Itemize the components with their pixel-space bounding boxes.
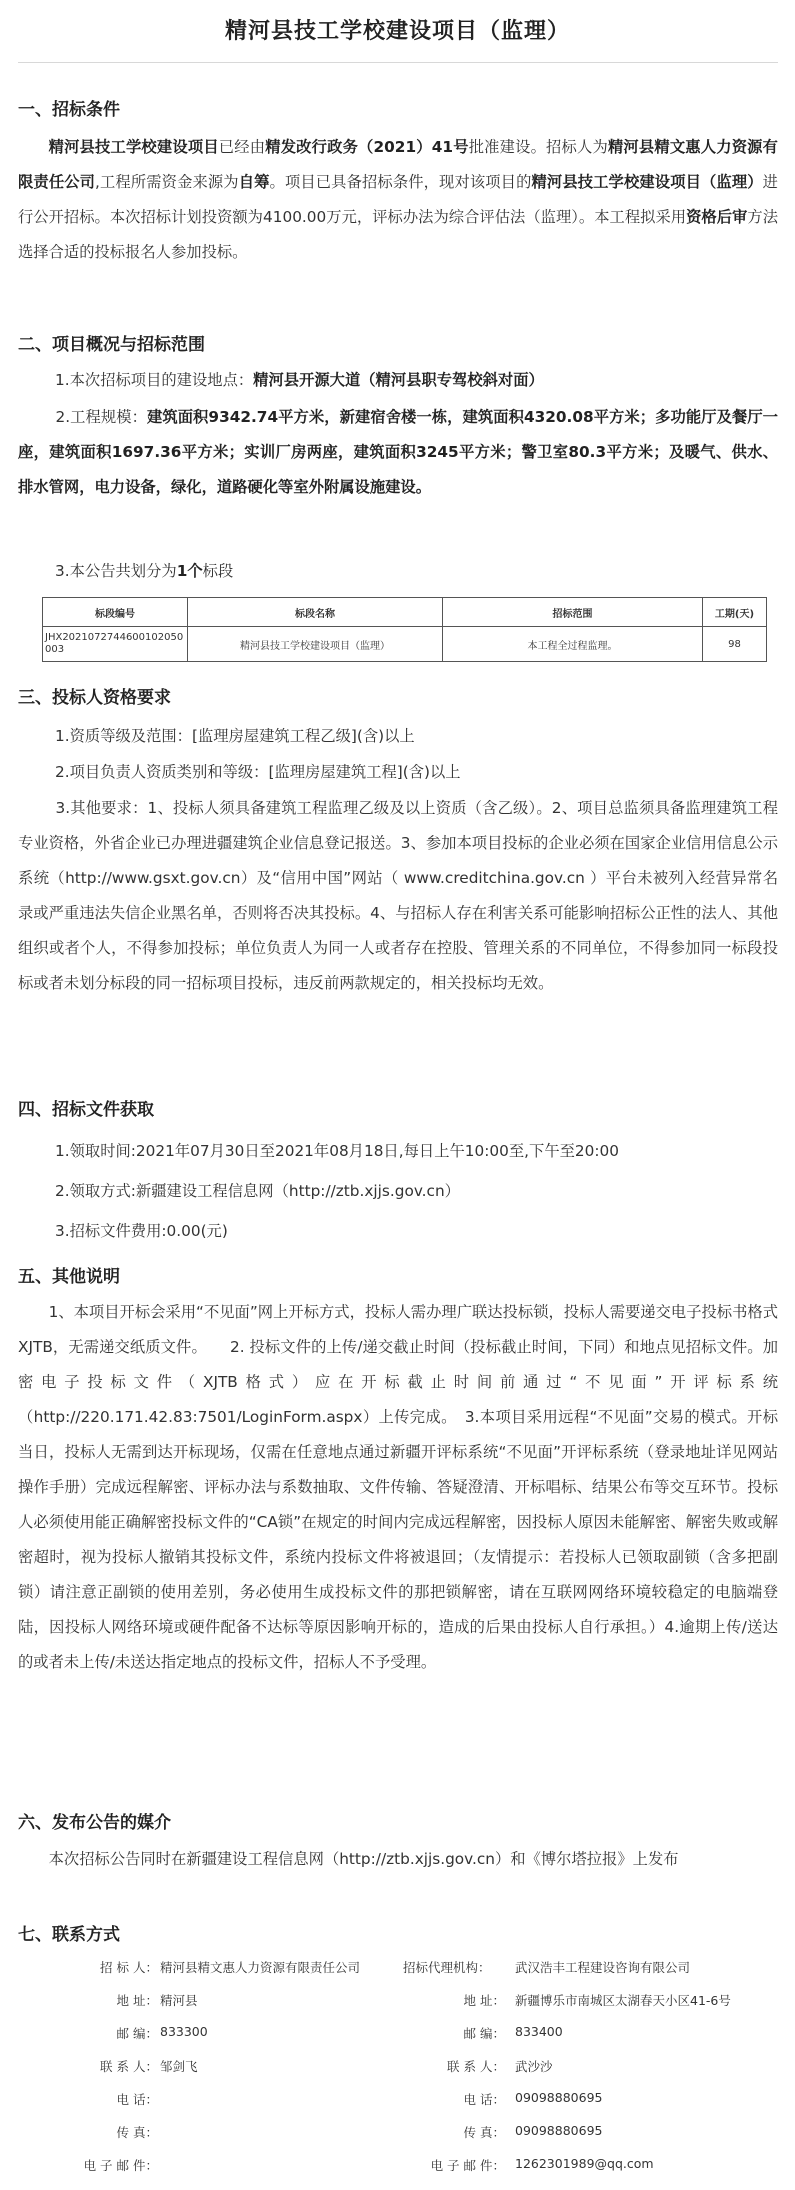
column-header: 标段编号 <box>43 598 188 627</box>
table-cell: 98 <box>703 627 767 662</box>
contact-label: 联 系 人： <box>100 2059 158 2074</box>
qualification-level: 1.资质等级及范围：[监理房屋建筑工程乙级](含)以上 <box>55 727 415 745</box>
construction-location: 1.本次招标项目的建设地点：精河县开源大道（精河县职专驾校斜对面） <box>55 371 544 389</box>
column-header: 招标范围 <box>443 598 703 627</box>
page-title: 精河县技工学校建设项目（监理） <box>224 18 570 44</box>
section-heading-contact: 七、联系方式 <box>18 1925 120 1945</box>
contact-label: 招 标 人： <box>100 1960 158 1975</box>
media-text: 本次招标公告同时在新疆建设工程信息网（http://ztb.xjjs.gov.cn）和《博尔塔拉报》上发布 <box>48 1850 679 1868</box>
contact-label: 地 址： <box>116 1993 158 2008</box>
contact-label: 招标代理机构： <box>403 1960 491 1975</box>
table-cell: 精河县技工学校建设项目（监理） <box>188 627 443 662</box>
project-leader-qualification: 2.项目负责人资质类别和等级：[监理房屋建筑工程](含)以上 <box>55 763 461 781</box>
acquisition-time: 1.领取时间:2021年07月30日至2021年08月18日,每日上午10:00至,下午至20:00 <box>55 1142 619 1160</box>
bidding-conditions-text: 精河县技工学校建设项目已经由精发改行政务（2021）41号批准建设。招标人为精河县精文惠人力资源有限责任公司,工程所需资金来源为自筹。项目已具备招标条件，现对该项目的精河县技工学校建设项目（监理）进行公开招标。本次招标计划投资额为4100.00万元，评标办法为综合评估法（监理）。本工程拟采用资格后审方法选择合适的投标报名人参加投标。 <box>18 138 778 261</box>
acquisition-method: 2.领取方式:新疆建设工程信息网（http://ztb.xjjs.gov.cn） <box>55 1182 460 1200</box>
contact-value: 833400 <box>515 2024 563 2039</box>
contact-value: 新疆博乐市南城区太湖春天小区41-6号 <box>515 1993 731 2008</box>
contact-label: 电 子 邮 件： <box>83 2158 158 2173</box>
table-cell: 本工程全过程监理。 <box>443 627 703 662</box>
contact-value: 09098880695 <box>515 2090 603 2105</box>
title-divider <box>18 62 778 63</box>
contact-value: 833300 <box>160 2024 208 2039</box>
section-heading-media: 六、发布公告的媒介 <box>18 1813 171 1833</box>
document-fee: 3.招标文件费用:0.00(元) <box>55 1222 228 1240</box>
table-header-row <box>43 598 767 627</box>
contact-label: 电 话： <box>463 2092 505 2107</box>
column-header: 工期(天) <box>703 598 767 627</box>
lot-table <box>42 597 767 662</box>
contact-value: 武沙沙 <box>515 2059 553 2074</box>
project-scale: 2.工程规模：建筑面积9342.74平方米，新建宿舍楼一栋，建筑面积4320.08平方米；多功能厅及餐厅一座，建筑面积1697.36平方米；实训厂房两座，建筑面积3245平方米；警卫室80.3平方米；及暖气、供水、排水管网，电力设备，绿化，道路硬化等室外附属设施建设。 <box>18 408 778 496</box>
table-cell: JHX2021072744600102050003 <box>43 627 188 662</box>
contact-label: 电 子 邮 件： <box>430 2158 505 2173</box>
contact-value: 精河县 <box>160 1993 198 2008</box>
contact-label: 联 系 人： <box>447 2059 505 2074</box>
contact-value: 1262301989@qq.com <box>515 2156 654 2171</box>
contact-value: 邹剑飞 <box>160 2059 198 2074</box>
contact-value: 精河县精文惠人力资源有限责任公司 <box>160 1960 361 1975</box>
table-row <box>43 627 767 662</box>
contact-label: 地 址： <box>463 1993 505 2008</box>
contact-label: 传 真： <box>463 2125 505 2140</box>
section-heading-document-acquisition: 四、招标文件获取 <box>18 1100 154 1120</box>
other-notes-text: 1、本项目开标会采用“不见面”网上开标方式，投标人需办理广联达投标锁，投标人需要递交电子投标书格式XJTB，无需递交纸质文件。 2. 投标文件的上传/递交截止时间（投标截止时间，下同）和地点见招标文件。加密电子投标文件（XJTB格式）应在开标截止时间前通过“不见面”开评标系统（http://220.171.42.83:7501/LoginForm.aspx）上传完成。 3.本项目采用远程“不见面”交易的模式。开标当日，投标人无需到达开标现场，仅需在任意地点通过新疆开评标系统“不见面”开评标系统（登录地址详见网站操作手册）完成远程解密、评标办法与系数抽取、文件传输、答疑澄清、开标唱标、结果公布等交互环节。投标人必须使用能正确解密投标文件的“CA锁”在规定的时间内完成远程解密，因投标人原因未能解密、解密失败或解密超时，视为投标人撤销其投标文件，系统内投标文件将被退回；（友情提示：若投标人已领取副锁（含多把副锁）请注意正副锁的使用差别，务必使用生成投标文件的那把锁解密，请在互联网网络环境较稳定的电脑端登陆，因投标人网络环境或硬件配备不达标等原因影响开标的，造成的后果由投标人自行承担。）4.逾期上传/送达的或者未上传/未送达指定地点的投标文件，招标人不予受理。 <box>18 1303 778 1671</box>
contact-label: 邮 编： <box>116 2026 158 2041</box>
contact-label: 电 话： <box>116 2092 158 2107</box>
other-requirements: 3.其他要求：1、投标人须具备建筑工程监理乙级及以上资质（含乙级）。2、项目总监须具备监理建筑工程专业资格，外省企业已办理进疆建筑企业信息登记报送。3、参加本项目投标的企业必须在国家企业信用信息公示系统（http://www.gsxt.gov.cn）及“信用中国”网站（ www.creditchina.gov.cn ）平台未被列入经营异常名录或严重违法失信企业黑名单，否则将否决其投标。4、与招标人存在利害关系可能影响招标公正性的法人、其他组织或者个人，不得参加投标；单位负责人为同一人或者存在控股、管理关系的不同单位，不得参加同一标段投标或者未划分标段的同一招标项目投标，违反前两款规定的，相关投标均无效。 <box>18 799 778 992</box>
contact-label: 邮 编： <box>463 2026 505 2041</box>
section-heading-other-notes: 五、其他说明 <box>18 1267 120 1287</box>
section-heading-project-overview: 二、项目概况与招标范围 <box>18 335 205 355</box>
contact-value: 09098880695 <box>515 2123 603 2138</box>
section-heading-qualification: 三、投标人资格要求 <box>18 688 171 708</box>
section-heading-bidding-conditions: 一、招标条件 <box>18 100 120 120</box>
contact-value: 武汉浩丰工程建设咨询有限公司 <box>515 1960 691 1975</box>
column-header: 标段名称 <box>188 598 443 627</box>
lot-count: 3.本公告共划分为1个标段 <box>55 562 234 580</box>
contact-label: 传 真： <box>116 2125 158 2140</box>
